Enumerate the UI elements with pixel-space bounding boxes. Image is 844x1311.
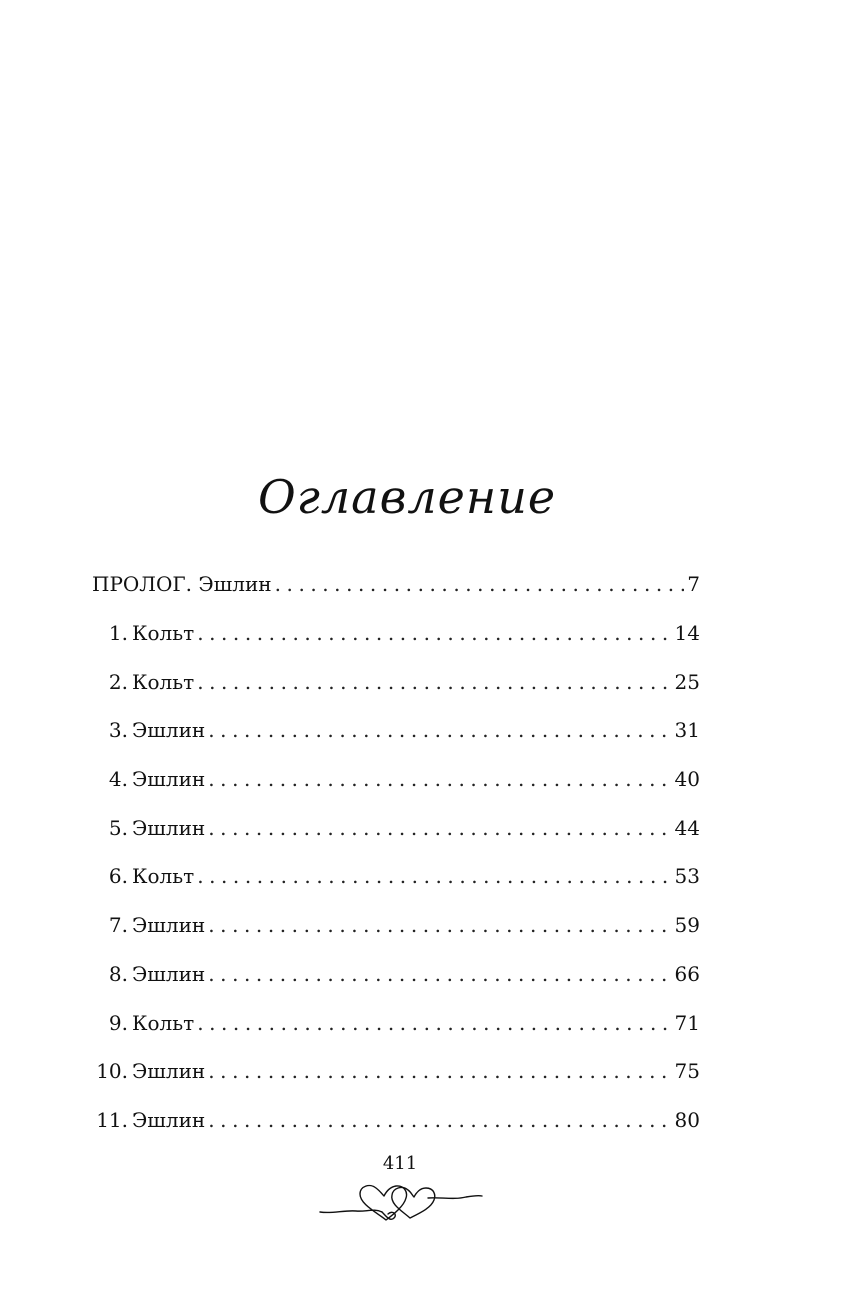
toc-entry-page: 40 [674,767,700,792]
toc-entry-label: Эшлин [132,961,206,986]
toc-title: Оглавление [257,470,557,524]
toc-list [92,560,700,1144]
toc-entry-number: 7. [108,913,128,938]
toc-leader-dots [208,1061,671,1081]
toc-entry-page: 59 [674,913,700,938]
toc-entry-number: 3. [108,718,128,743]
toc-entry-label: Кольт [132,1010,195,1035]
toc-entry-number: 11. [96,1107,128,1132]
toc-entry-number: 9. [108,1010,128,1035]
toc-entry-label: Эшлин [132,815,206,840]
toc-entry-label: Кольт [132,864,195,889]
toc-entry-chapter-4 [92,755,700,804]
toc-entry-page: 71 [674,1010,700,1035]
double-heart-flourish-icon [318,1178,484,1228]
toc-entry-prologue [92,560,700,609]
toc-entry-label: Эшлин [132,1107,206,1132]
toc-entry-page: 44 [674,815,700,840]
toc-entry-page: 80 [674,1107,700,1132]
toc-entry-label: Эшлин [132,767,206,792]
toc-entry-chapter-6 [92,852,700,901]
toc-entry-label: Кольт [132,621,195,646]
toc-entry-number: 2. [108,669,128,694]
toc-entry-page: 14 [674,621,700,646]
toc-entry-number: 10. [96,1059,128,1084]
toc-entry-chapter-10 [92,1047,700,1096]
toc-leader-dots [208,769,671,789]
toc-entry-label: Кольт [132,669,195,694]
toc-entry-page: 31 [674,718,700,743]
toc-entry-page: 25 [674,669,700,694]
toc-entry-number: 6. [108,864,128,889]
toc-leader-dots [208,720,671,740]
toc-entry-chapter-9 [92,998,700,1047]
toc-entry-chapter-8 [92,950,700,999]
toc-entry-chapter-11 [92,1096,700,1145]
toc-entry-page: 7 [687,572,700,597]
toc-leader-dots [208,1110,671,1130]
toc-entry-number: 5. [108,815,128,840]
toc-entry-label: ПРОЛОГ. Эшлин [92,572,272,597]
toc-leader-dots [197,623,671,643]
toc-entry-label: Эшлин [132,1059,206,1084]
toc-entry-number: 4. [108,767,128,792]
toc-entry-label: Эшлин [132,913,206,938]
toc-entry-page: 53 [674,864,700,889]
toc-leader-dots [197,1013,671,1033]
toc-leader-dots [197,866,671,886]
toc-entry-number: 1. [108,621,128,646]
toc-leader-dots [208,818,671,838]
toc-leader-dots [208,964,671,984]
toc-leader-dots [197,672,671,692]
toc-entry-label: Эшлин [132,718,206,743]
toc-entry-chapter-7 [92,901,700,950]
toc-entry-page: 66 [674,961,700,986]
toc-entry-chapter-3 [92,706,700,755]
toc-entry-chapter-5 [92,803,700,852]
toc-entry-chapter-2 [92,657,700,706]
toc-entry-number: 8. [108,961,128,986]
toc-entry-chapter-1 [92,609,700,658]
toc-entry-page: 75 [674,1059,700,1084]
page-number: 411 [382,1153,418,1174]
toc-leader-dots [275,574,685,594]
toc-leader-dots [208,915,671,935]
